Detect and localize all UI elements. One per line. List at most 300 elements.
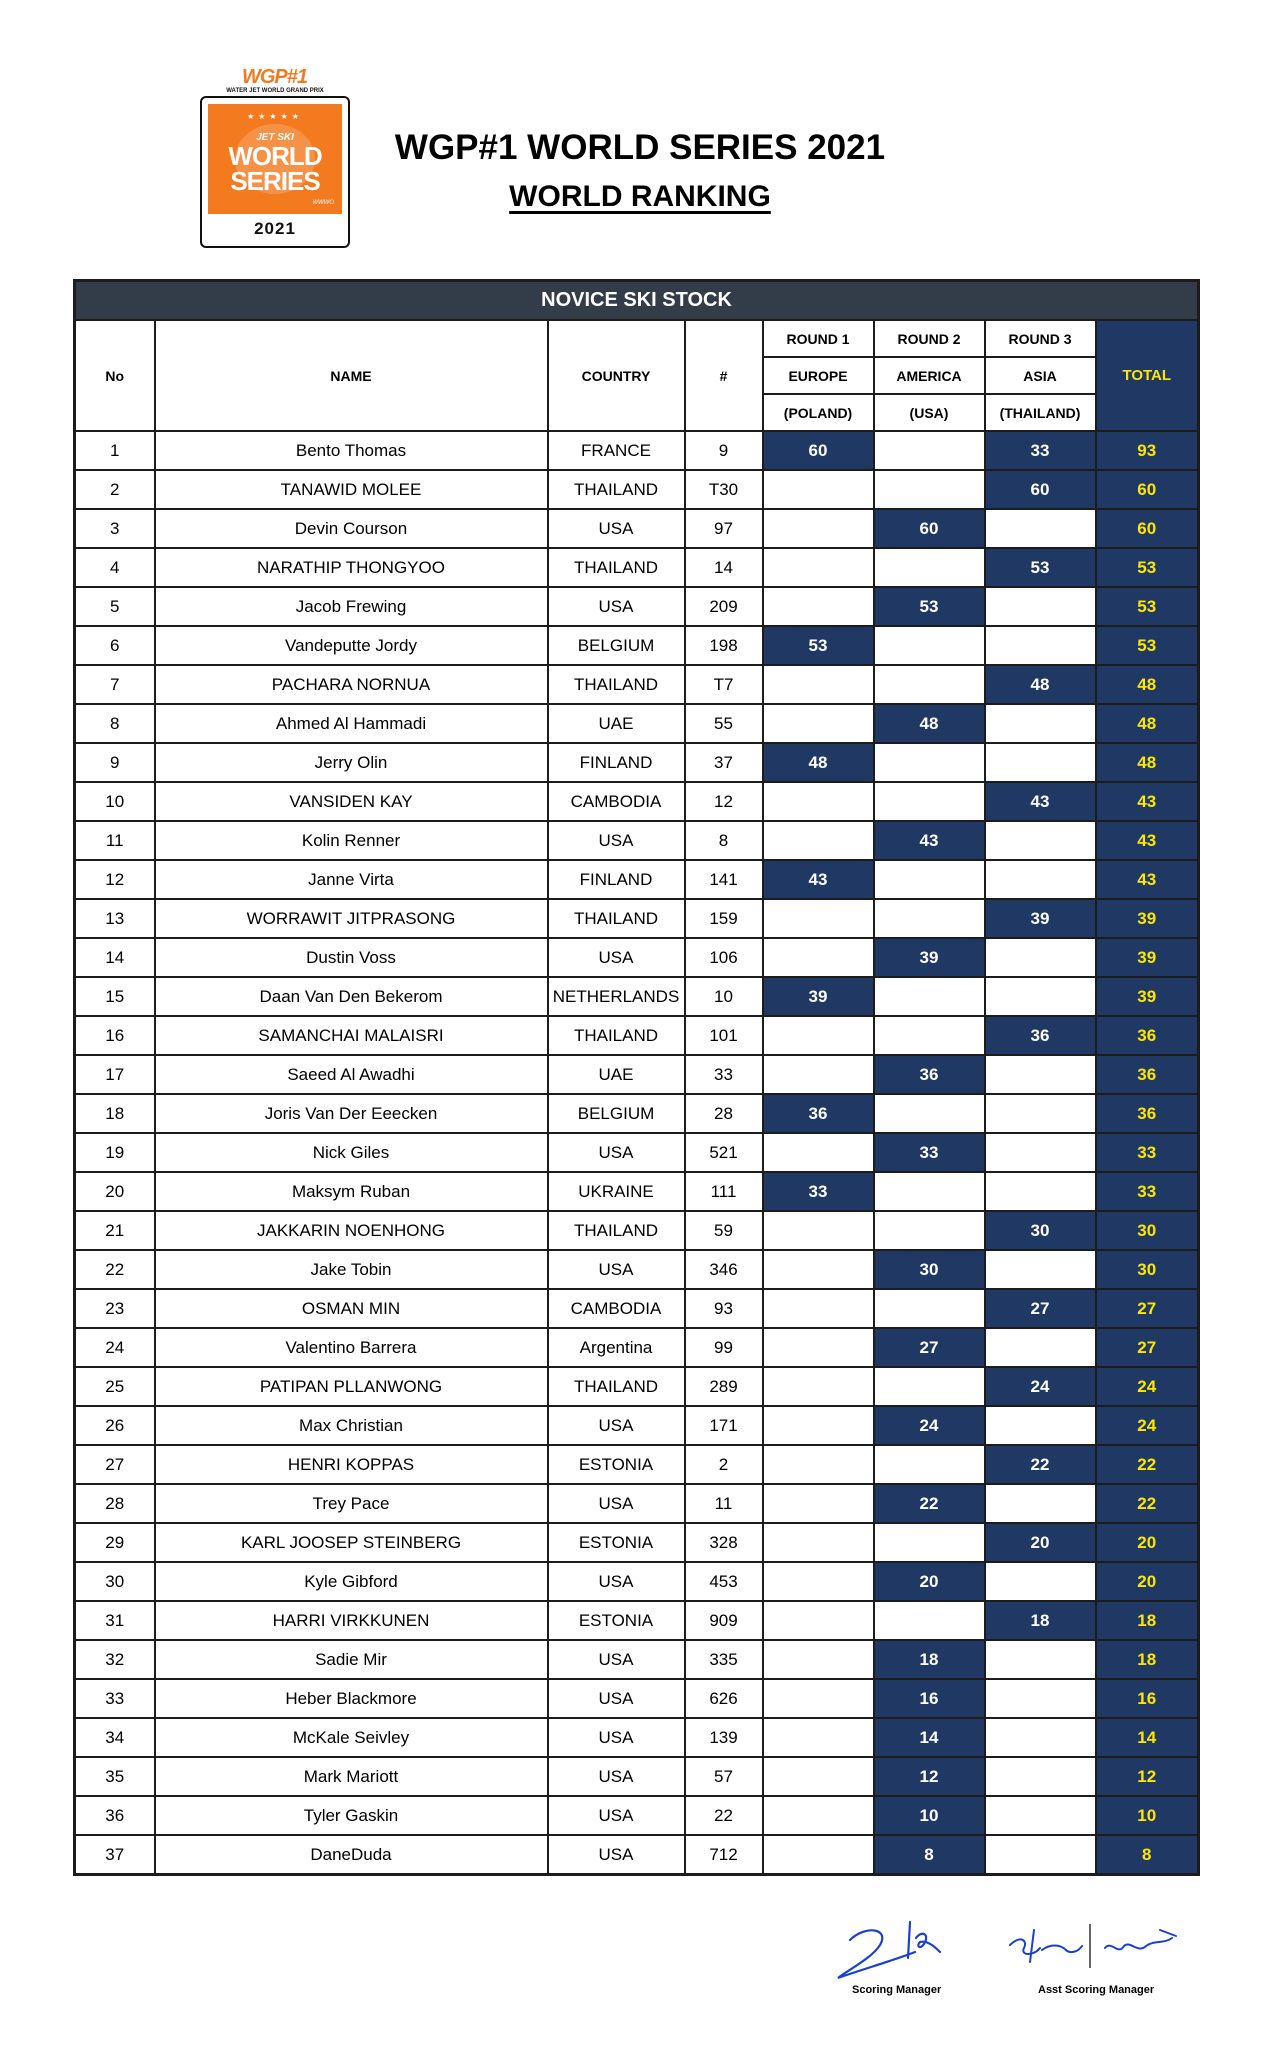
table-row [75,1133,1199,1172]
cell-name: Saeed Al Awadhi [155,1055,548,1094]
cell-round3-points: 53 [985,548,1096,587]
cell-round3-points: 60 [985,470,1096,509]
cell-round2-points [874,1445,985,1484]
cell-rank: 20 [75,1172,155,1211]
cell-total-points: 43 [1096,821,1199,860]
cell-round1-points [763,1601,874,1640]
cell-round1-points [763,1328,874,1367]
stars-icon: ★★★★★ [247,112,303,121]
cell-country: UAE [548,704,685,743]
cell-round3-points [985,626,1096,665]
cell-rank: 7 [75,665,155,704]
cell-total-points: 16 [1096,1679,1199,1718]
table-row [75,1835,1199,1875]
cell-total-points: 14 [1096,1718,1199,1757]
cell-round1-points [763,1484,874,1523]
round2-region: AMERICA [874,357,985,394]
cell-total-points: 48 [1096,665,1199,704]
ranking-table [73,279,1200,1876]
cell-rank: 21 [75,1211,155,1250]
cell-round2-points [874,665,985,704]
cell-race-number: 28 [685,1094,763,1133]
cell-round2-points: 18 [874,1640,985,1679]
cell-round3-points: 36 [985,1016,1096,1055]
cell-name: Devin Courson [155,509,548,548]
cell-country: ESTONIA [548,1601,685,1640]
cell-country: BELGIUM [548,626,685,665]
cell-country: USA [548,1796,685,1835]
cell-round1-points [763,587,874,626]
cell-country: USA [548,587,685,626]
table-row [75,509,1199,548]
cell-total-points: 10 [1096,1796,1199,1835]
cell-total-points: 43 [1096,782,1199,821]
cell-round3-points: 30 [985,1211,1096,1250]
cell-round1-points [763,1289,874,1328]
table-row [75,1601,1199,1640]
cell-race-number: 33 [685,1055,763,1094]
cell-name: Jerry Olin [155,743,548,782]
table-row [75,1757,1199,1796]
cell-race-number: 2 [685,1445,763,1484]
cell-round2-points [874,1523,985,1562]
cell-country: THAILAND [548,1211,685,1250]
cell-round3-points: 22 [985,1445,1096,1484]
cell-rank: 11 [75,821,155,860]
cell-total-points: 36 [1096,1055,1199,1094]
cell-name: TANAWID MOLEE [155,470,548,509]
cell-total-points: 39 [1096,899,1199,938]
table-row [75,665,1199,704]
cell-total-points: 22 [1096,1445,1199,1484]
cell-round1-points [763,1367,874,1406]
cell-round3-points [985,1133,1096,1172]
cell-name: NARATHIP THONGYOO [155,548,548,587]
cell-round3-points [985,1835,1096,1875]
cell-rank: 23 [75,1289,155,1328]
cell-name: Jacob Frewing [155,587,548,626]
cell-name: Ahmed Al Hammadi [155,704,548,743]
cell-country: USA [548,1250,685,1289]
cell-name: KARL JOOSEP STEINBERG [155,1523,548,1562]
cell-round2-points: 33 [874,1133,985,1172]
cell-round1-points [763,1718,874,1757]
cell-rank: 34 [75,1718,155,1757]
wgp-logo-mark [212,66,338,96]
cell-country: USA [548,1640,685,1679]
cell-race-number: 171 [685,1406,763,1445]
cell-name: Sadie Mir [155,1640,548,1679]
cell-race-number: 37 [685,743,763,782]
cell-name: Heber Blackmore [155,1679,548,1718]
cell-total-points: 48 [1096,704,1199,743]
cell-round3-points: 24 [985,1367,1096,1406]
cell-name: Kolin Renner [155,821,548,860]
cell-total-points: 60 [1096,509,1199,548]
cell-country: THAILAND [548,1367,685,1406]
cell-race-number: 14 [685,548,763,587]
cell-round2-points: 36 [874,1055,985,1094]
cell-country: USA [548,1679,685,1718]
cell-round1-points: 48 [763,743,874,782]
cell-round1-points [763,821,874,860]
cell-name: Tyler Gaskin [155,1796,548,1835]
cell-round3-points [985,860,1096,899]
cell-round1-points [763,1445,874,1484]
cell-country: THAILAND [548,899,685,938]
cell-round3-points [985,704,1096,743]
cell-round1-points [763,1796,874,1835]
cell-race-number: 289 [685,1367,763,1406]
cell-rank: 3 [75,509,155,548]
cell-country: THAILAND [548,1016,685,1055]
cell-race-number: 59 [685,1211,763,1250]
header-row-round [75,320,1199,357]
cell-round2-points: 14 [874,1718,985,1757]
cell-rank: 33 [75,1679,155,1718]
cell-round1-points [763,665,874,704]
cell-total-points: 93 [1096,431,1199,470]
logo-badge [200,96,350,248]
cell-round2-points [874,743,985,782]
table-row [75,431,1199,470]
cell-country: THAILAND [548,548,685,587]
cell-total-points: 24 [1096,1406,1199,1445]
table-row [75,1016,1199,1055]
cell-round3-points [985,1796,1096,1835]
cell-round2-points [874,548,985,587]
cell-round3-points [985,1757,1096,1796]
cell-rank: 16 [75,1016,155,1055]
cell-round3-points: 27 [985,1289,1096,1328]
cell-total-points: 20 [1096,1562,1199,1601]
cell-country: FINLAND [548,860,685,899]
cell-name: Nick Giles [155,1133,548,1172]
cell-country: USA [548,1133,685,1172]
table-row [75,1289,1199,1328]
cell-race-number: 8 [685,821,763,860]
cell-round2-points: 39 [874,938,985,977]
cell-rank: 14 [75,938,155,977]
cell-rank: 29 [75,1523,155,1562]
cell-total-points: 48 [1096,743,1199,782]
cell-rank: 25 [75,1367,155,1406]
cell-total-points: 27 [1096,1289,1199,1328]
wgp-world-series-logo [200,60,350,246]
cell-country: USA [548,509,685,548]
cell-total-points: 18 [1096,1601,1199,1640]
cell-total-points: 53 [1096,548,1199,587]
cell-round1-points [763,1835,874,1875]
cell-rank: 5 [75,587,155,626]
cell-total-points: 39 [1096,977,1199,1016]
logo-tag: WWWO [312,200,334,206]
cell-round3-points: 39 [985,899,1096,938]
cell-round2-points [874,1211,985,1250]
col-header-no: No [75,320,155,431]
cell-round2-points: 8 [874,1835,985,1875]
cell-country: USA [548,1718,685,1757]
cell-round3-points: 33 [985,431,1096,470]
cell-country: USA [548,821,685,860]
cell-round3-points: 18 [985,1601,1096,1640]
cell-rank: 10 [75,782,155,821]
cell-race-number: 55 [685,704,763,743]
cell-race-number: 11 [685,1484,763,1523]
cell-name: Vandeputte Jordy [155,626,548,665]
cell-race-number: T7 [685,665,763,704]
cell-total-points: 18 [1096,1640,1199,1679]
round2-label: ROUND 2 [874,320,985,357]
table-row [75,1094,1199,1133]
cell-race-number: 101 [685,1016,763,1055]
cell-country: FINLAND [548,743,685,782]
table-row [75,1172,1199,1211]
cell-country: THAILAND [548,665,685,704]
cell-rank: 1 [75,431,155,470]
cell-total-points: 30 [1096,1211,1199,1250]
cell-name: Valentino Barrera [155,1328,548,1367]
cell-round2-points [874,626,985,665]
cell-round2-points [874,1601,985,1640]
cell-round2-points: 43 [874,821,985,860]
cell-name: Daan Van Den Bekerom [155,977,548,1016]
table-row [75,782,1199,821]
table-row [75,704,1199,743]
cell-country: BELGIUM [548,1094,685,1133]
cell-round1-points [763,1133,874,1172]
cell-name: Mark Mariott [155,1757,548,1796]
cell-name: Trey Pace [155,1484,548,1523]
cell-round1-points: 36 [763,1094,874,1133]
col-header-name: NAME [155,320,548,431]
cell-round1-points [763,1757,874,1796]
cell-round3-points [985,938,1096,977]
cell-race-number: 9 [685,431,763,470]
table-row [75,938,1199,977]
cell-total-points: 36 [1096,1094,1199,1133]
cell-rank: 15 [75,977,155,1016]
cell-rank: 22 [75,1250,155,1289]
cell-round1-points [763,1562,874,1601]
page-subtitle [390,180,890,214]
cell-round1-points: 60 [763,431,874,470]
cell-race-number: 521 [685,1133,763,1172]
cell-round1-points [763,704,874,743]
cell-round1-points [763,782,874,821]
logo-subtitle: WATER JET WORLD GRAND PRIX [226,88,324,94]
cell-round1-points [763,1055,874,1094]
cell-name: WORRAWIT JITPRASONG [155,899,548,938]
cell-country: USA [548,938,685,977]
cell-round2-points [874,899,985,938]
cell-rank: 24 [75,1328,155,1367]
asst-scoring-manager-signature [990,1900,1200,1985]
cell-round1-points [763,1016,874,1055]
cell-rank: 8 [75,704,155,743]
cell-total-points: 53 [1096,626,1199,665]
cell-round1-points [763,1250,874,1289]
logo-line1: JET SKI [256,132,294,143]
cell-rank: 9 [75,743,155,782]
cell-round3-points [985,509,1096,548]
cell-round2-points: 22 [874,1484,985,1523]
cell-round2-points: 60 [874,509,985,548]
cell-round3-points: 48 [985,665,1096,704]
cell-total-points: 39 [1096,938,1199,977]
cell-rank: 2 [75,470,155,509]
cell-round2-points: 53 [874,587,985,626]
cell-round1-points: 53 [763,626,874,665]
cell-name: McKale Seivley [155,1718,548,1757]
round3-region: ASIA [985,357,1096,394]
cell-round1-points [763,938,874,977]
col-header-country: COUNTRY [548,320,685,431]
col-header-total: TOTAL [1096,320,1199,431]
cell-name: Janne Virta [155,860,548,899]
cell-rank: 36 [75,1796,155,1835]
cell-rank: 19 [75,1133,155,1172]
logo-year: 2021 [208,216,342,242]
cell-country: NETHERLANDS [548,977,685,1016]
scoring-manager-signature-block [820,1900,980,2005]
cell-total-points: 24 [1096,1367,1199,1406]
cell-round2-points: 12 [874,1757,985,1796]
cell-race-number: 346 [685,1250,763,1289]
cell-round2-points: 20 [874,1562,985,1601]
round1-region: EUROPE [763,357,874,394]
cell-race-number: 97 [685,509,763,548]
cell-name: SAMANCHAI MALAISRI [155,1016,548,1055]
category-banner: NOVICE SKI STOCK [75,281,1199,321]
cell-rank: 26 [75,1406,155,1445]
cell-round2-points: 30 [874,1250,985,1289]
cell-round3-points [985,1250,1096,1289]
cell-round2-points: 10 [874,1796,985,1835]
table-row [75,1679,1199,1718]
cell-race-number: T30 [685,470,763,509]
cell-round3-points: 43 [985,782,1096,821]
cell-race-number: 626 [685,1679,763,1718]
cell-total-points: 36 [1096,1016,1199,1055]
cell-total-points: 27 [1096,1328,1199,1367]
table-row [75,1445,1199,1484]
cell-rank: 30 [75,1562,155,1601]
round1-label: ROUND 1 [763,320,874,357]
cell-country: UAE [548,1055,685,1094]
cell-race-number: 12 [685,782,763,821]
cell-country: ESTONIA [548,1445,685,1484]
cell-total-points: 60 [1096,470,1199,509]
cell-round2-points: 48 [874,704,985,743]
round2-host: (USA) [874,394,985,431]
cell-round3-points [985,1640,1096,1679]
cell-round1-points: 43 [763,860,874,899]
table-row [75,899,1199,938]
cell-race-number: 106 [685,938,763,977]
cell-round2-points: 27 [874,1328,985,1367]
cell-race-number: 93 [685,1289,763,1328]
cell-race-number: 209 [685,587,763,626]
cell-round2-points [874,977,985,1016]
cell-round3-points: 20 [985,1523,1096,1562]
cell-rank: 27 [75,1445,155,1484]
cell-round3-points [985,1718,1096,1757]
cell-name: Joris Van Der Eeecken [155,1094,548,1133]
cell-round3-points [985,1562,1096,1601]
cell-rank: 31 [75,1601,155,1640]
logo-orange-panel [208,104,342,214]
cell-rank: 37 [75,1835,155,1875]
cell-round1-points [763,470,874,509]
table-row [75,1250,1199,1289]
cell-race-number: 22 [685,1796,763,1835]
cell-name: HARRI VIRKKUNEN [155,1601,548,1640]
cell-total-points: 30 [1096,1250,1199,1289]
cell-race-number: 141 [685,860,763,899]
cell-round2-points [874,1172,985,1211]
cell-race-number: 335 [685,1640,763,1679]
table-row [75,977,1199,1016]
asst-scoring-manager-caption: Asst Scoring Manager [1038,1984,1155,1996]
cell-name: VANSIDEN KAY [155,782,548,821]
cell-rank: 6 [75,626,155,665]
cell-round1-points: 33 [763,1172,874,1211]
table-row [75,743,1199,782]
cell-country: THAILAND [548,470,685,509]
cell-total-points: 33 [1096,1133,1199,1172]
cell-round3-points [985,1055,1096,1094]
cell-total-points: 33 [1096,1172,1199,1211]
table-row [75,1796,1199,1835]
cell-race-number: 453 [685,1562,763,1601]
cell-rank: 13 [75,899,155,938]
cell-round1-points [763,1523,874,1562]
cell-name: Dustin Voss [155,938,548,977]
cell-name: DaneDuda [155,1835,548,1875]
cell-name: OSMAN MIN [155,1289,548,1328]
cell-country: USA [548,1484,685,1523]
table-row [75,1211,1199,1250]
logo-mark-text: WGP#1 [242,66,308,88]
cell-round3-points [985,1679,1096,1718]
cell-race-number: 712 [685,1835,763,1875]
table-row [75,1406,1199,1445]
cell-name: Bento Thomas [155,431,548,470]
ranking-heading: WORLD RANKING [509,180,771,213]
cell-country: CAMBODIA [548,1289,685,1328]
cell-name: PATIPAN PLLANWONG [155,1367,548,1406]
cell-name: Max Christian [155,1406,548,1445]
round1-host: (POLAND) [763,394,874,431]
cell-round1-points [763,1640,874,1679]
cell-round2-points [874,470,985,509]
cell-total-points: 12 [1096,1757,1199,1796]
table-row [75,860,1199,899]
logo-line2: WORLD SERIES [228,141,322,196]
cell-round1-points [763,548,874,587]
table-row [75,1523,1199,1562]
cell-race-number: 159 [685,899,763,938]
cell-round3-points [985,1484,1096,1523]
table-row [75,1328,1199,1367]
cell-round2-points [874,1367,985,1406]
cell-rank: 4 [75,548,155,587]
cell-round1-points [763,1679,874,1718]
cell-race-number: 10 [685,977,763,1016]
cell-round3-points [985,821,1096,860]
cell-round3-points [985,977,1096,1016]
